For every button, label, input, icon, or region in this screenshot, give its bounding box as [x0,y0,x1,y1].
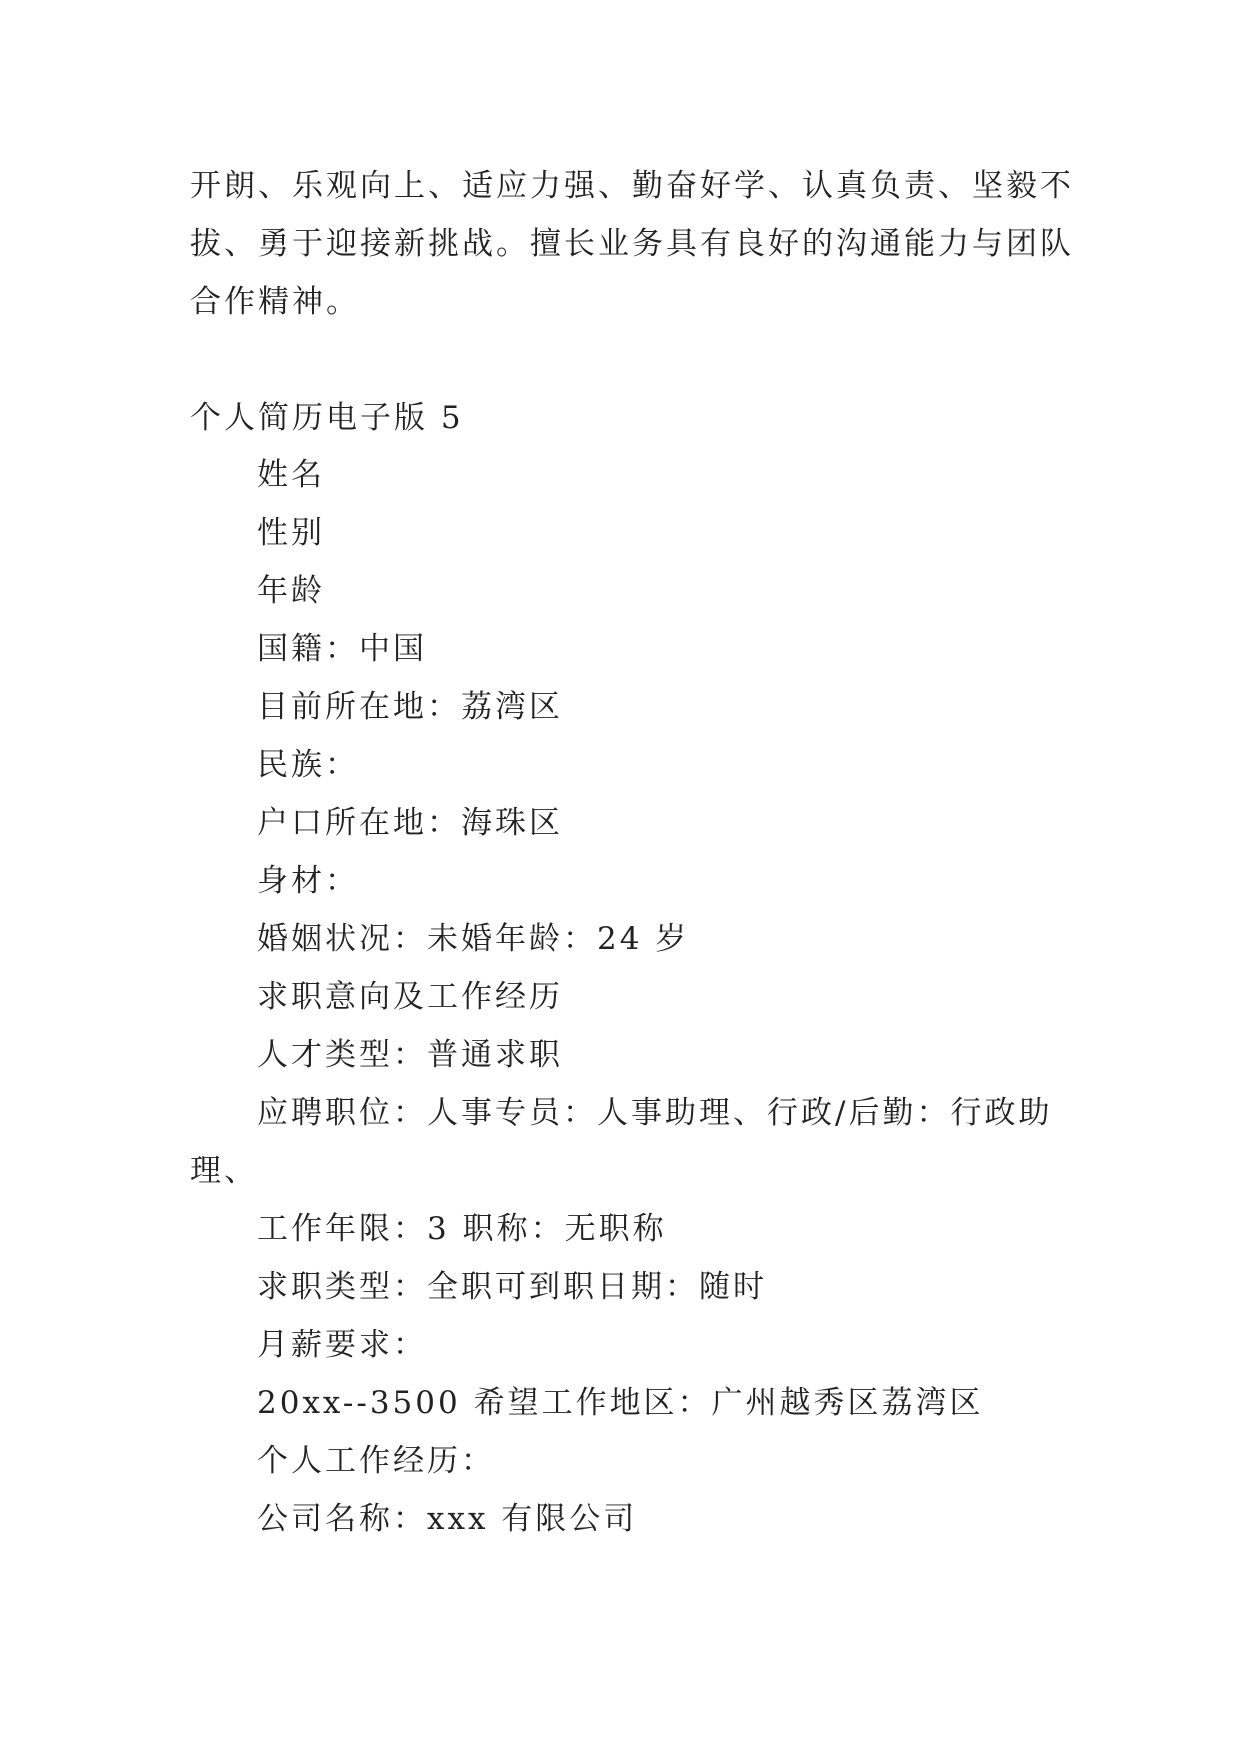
section-title: 个人简历电子版 5 [190,400,464,436]
field-current-location: 目前所在地：荔湾区 [257,689,563,725]
field-nationality: 国籍：中国 [257,631,427,667]
field-name: 姓名 [257,457,325,493]
field-hukou: 户口所在地：海珠区 [257,805,563,841]
field-work-history-heading: 个人工作经历： [257,1443,495,1479]
field-salary-label: 月薪要求： [257,1327,427,1363]
field-company-name: 公司名称：xxx 有限公司 [257,1501,638,1537]
field-marital-status: 婚姻状况：未婚年龄：24 岁 [257,921,690,957]
field-job-intention-heading: 求职意向及工作经历 [257,979,563,1015]
field-gender: 性别 [257,515,325,551]
intro-line-3: 合作精神。 [190,284,360,320]
field-position: 应聘职位：人事专员：人事助理、行政/后勤：行政助 [257,1095,1053,1131]
field-work-years: 工作年限：3 职称：无职称 [257,1211,667,1247]
field-salary-location: 20xx--3500 希望工作地区：广州越秀区荔湾区 [257,1385,984,1421]
field-job-type: 求职类型：全职可到职日期：随时 [257,1269,767,1305]
field-position-continued: 理、 [190,1153,258,1189]
intro-line-2: 拔、勇于迎接新挑战。擅长业务具有良好的沟通能力与团队 [190,226,1074,262]
intro-line-1: 开朗、乐观向上、适应力强、勤奋好学、认真负责、坚毅不 [190,168,1074,204]
field-figure: 身材： [257,863,359,899]
field-talent-type: 人才类型：普通求职 [257,1037,563,1073]
field-ethnicity: 民族： [257,747,359,783]
field-age: 年龄 [257,573,325,609]
